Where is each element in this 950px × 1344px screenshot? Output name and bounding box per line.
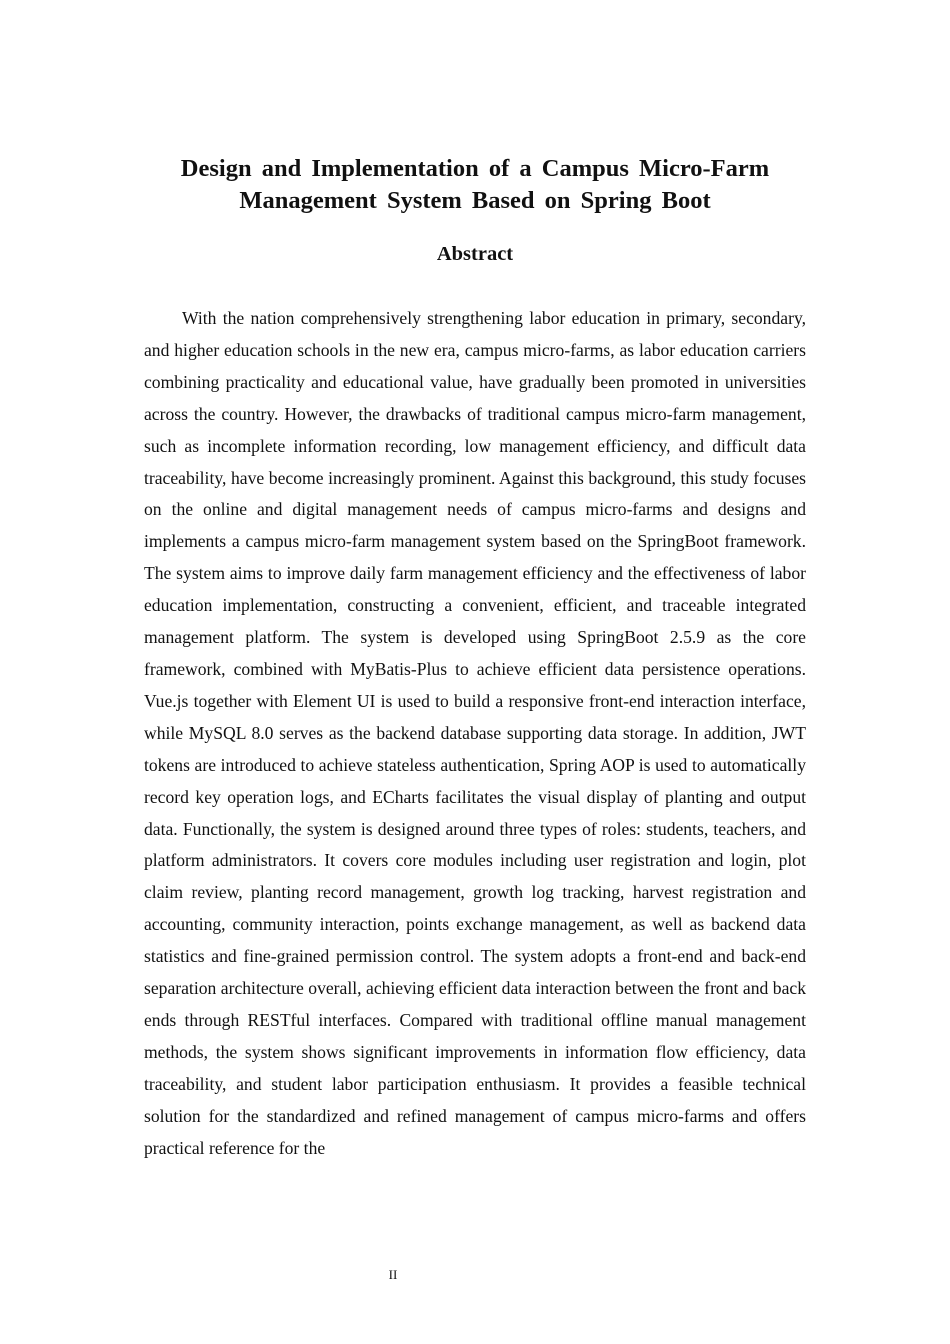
page-number: II (388, 1267, 398, 1282)
abstract-heading: Abstract (436, 243, 514, 265)
abstract-paragraph: With the nation comprehensively strengthening labor education in primary, secondary, and higher education schools in the new era, campus micro-farms, as labor education carriers combining practicality and educational value, have gradually been promoted in universities across the country. However, the drawbacks of traditional campus micro-farm management, such as incomplete information recording, low management efficiency, and difficult data traceability, have become increasingly prominent. Against this background, this study focuses on the online and digital management needs of campus micro-farms and designs and implements a campus micro-farm management system based on the SpringBoot framework. The system aims to improve daily farm management efficiency and the effectiveness of labor education implementation, constructing a convenient, efficient, and traceable integrated management platform. The system is developed using SpringBoot 2.5.9 as the core framework, combined with MyBatis-Plus to achieve efficient data persistence operations. Vue.js together with Element UI is used to build a responsive front-end interaction interface, while MySQL 8.0 serves as the backend database supporting data storage. In addition, JWT tokens are introduced to achieve stateless authentication, Spring AOP is used to automatically record key operation logs, and ECharts facilitates the visual display of planting and output data. Functionally, the system is designed around three types of roles: students, teachers, and platform administrators. It covers core modules including user registration and login, plot claim review, planting record management, growth log tracking, harvest registration and accounting, community interaction, points exchange management, as well as backend data statistics and fine-grained permission control. The system adopts a front-end and back-end separation architecture overall, achieving efficient data interaction between the front and back ends through RESTful interfaces. Compared with traditional offline manual management methods, the system shows significant improvements in information flow efficiency, data traceability, and student labor participation enthusiasm. It provides a feasible technical solution for the standardized and refined management of campus micro-farms and offers practical reference for the (144, 308, 806, 1158)
thesis-title: Design and Implementation of a Campus Micro-Farm Management System Based on Spring Boot (180, 155, 770, 214)
